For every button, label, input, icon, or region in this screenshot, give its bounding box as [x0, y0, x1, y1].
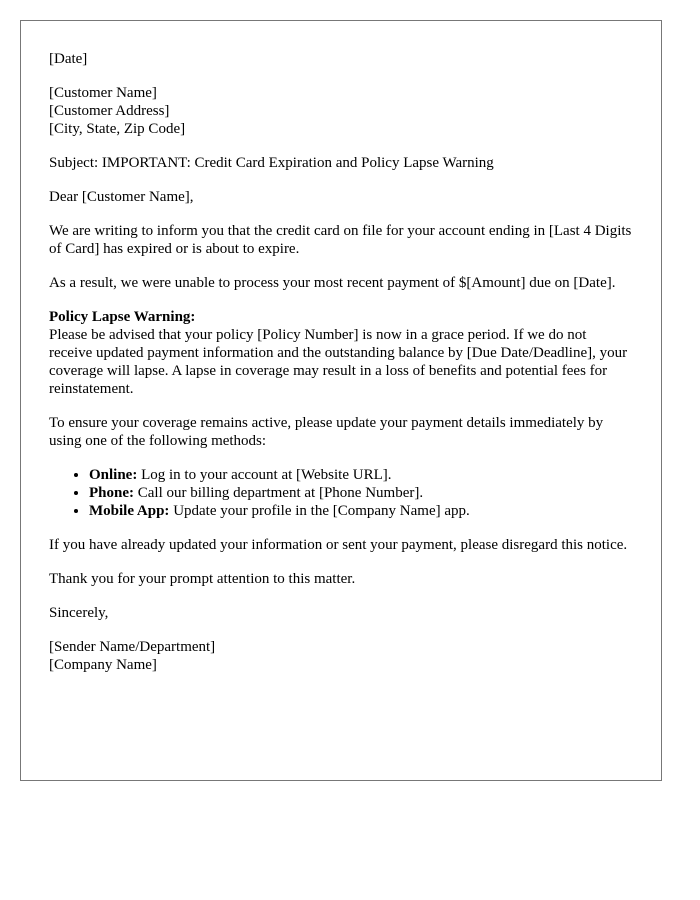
sender-block [49, 638, 633, 674]
method-text: Update your profile in the [Company Name] app. [169, 503, 470, 519]
paragraph-disregard-notice: If you have already updated your information or sent your payment, please disregard this notice. [49, 537, 628, 553]
policy-lapse-warning [49, 308, 633, 398]
warning-body: Please be advised that your policy [Policy Number] is now in a grace period. If we do not receive updated payment information and the outstanding balance by [Due Date/Deadline], your coverage will lapse. A lapse in coverage may result in a loss of benefits and potential fees for reinstatement. [49, 327, 628, 397]
list-item-mobile-app [89, 502, 633, 520]
recipient-address: [Customer Address] [49, 103, 170, 119]
list-item-phone [89, 484, 633, 502]
list-item-online [89, 466, 633, 484]
method-label: Online: [89, 467, 138, 483]
closing: Sincerely, [49, 605, 109, 621]
method-text: Call our billing department at [Phone Number]. [134, 485, 424, 501]
paragraph-card-expiry: We are writing to inform you that the credit card on file for your account ending in [Last 4 Digits of Card] has expired or is about to expire. [49, 223, 632, 257]
letter-page [20, 20, 662, 781]
warning-heading: Policy Lapse Warning: [49, 309, 196, 325]
method-label: Mobile App: [89, 503, 170, 519]
salutation: Dear [Customer Name], [49, 189, 194, 205]
paragraph-update-instructions: To ensure your coverage remains active, please update your payment details immediately by using one of the following methods: [49, 415, 604, 449]
payment-methods-list [49, 466, 633, 520]
letter-date: [Date] [49, 51, 88, 67]
sender-name: [Sender Name/Department] [49, 639, 216, 655]
method-text: Log in to your account at [Website URL]. [137, 467, 392, 483]
subject-line: Subject: IMPORTANT: Credit Card Expiration and Policy Lapse Warning [49, 155, 494, 171]
recipient-city-state-zip: [City, State, Zip Code] [49, 121, 186, 137]
sender-company: [Company Name] [49, 657, 157, 673]
recipient-name: [Customer Name] [49, 85, 157, 101]
paragraph-payment-failed: As a result, we were unable to process your most recent payment of $[Amount] due on [Date]. [49, 275, 616, 291]
recipient-block [49, 84, 633, 138]
paragraph-thank-you: Thank you for your prompt attention to this matter. [49, 571, 356, 587]
method-label: Phone: [89, 485, 134, 501]
